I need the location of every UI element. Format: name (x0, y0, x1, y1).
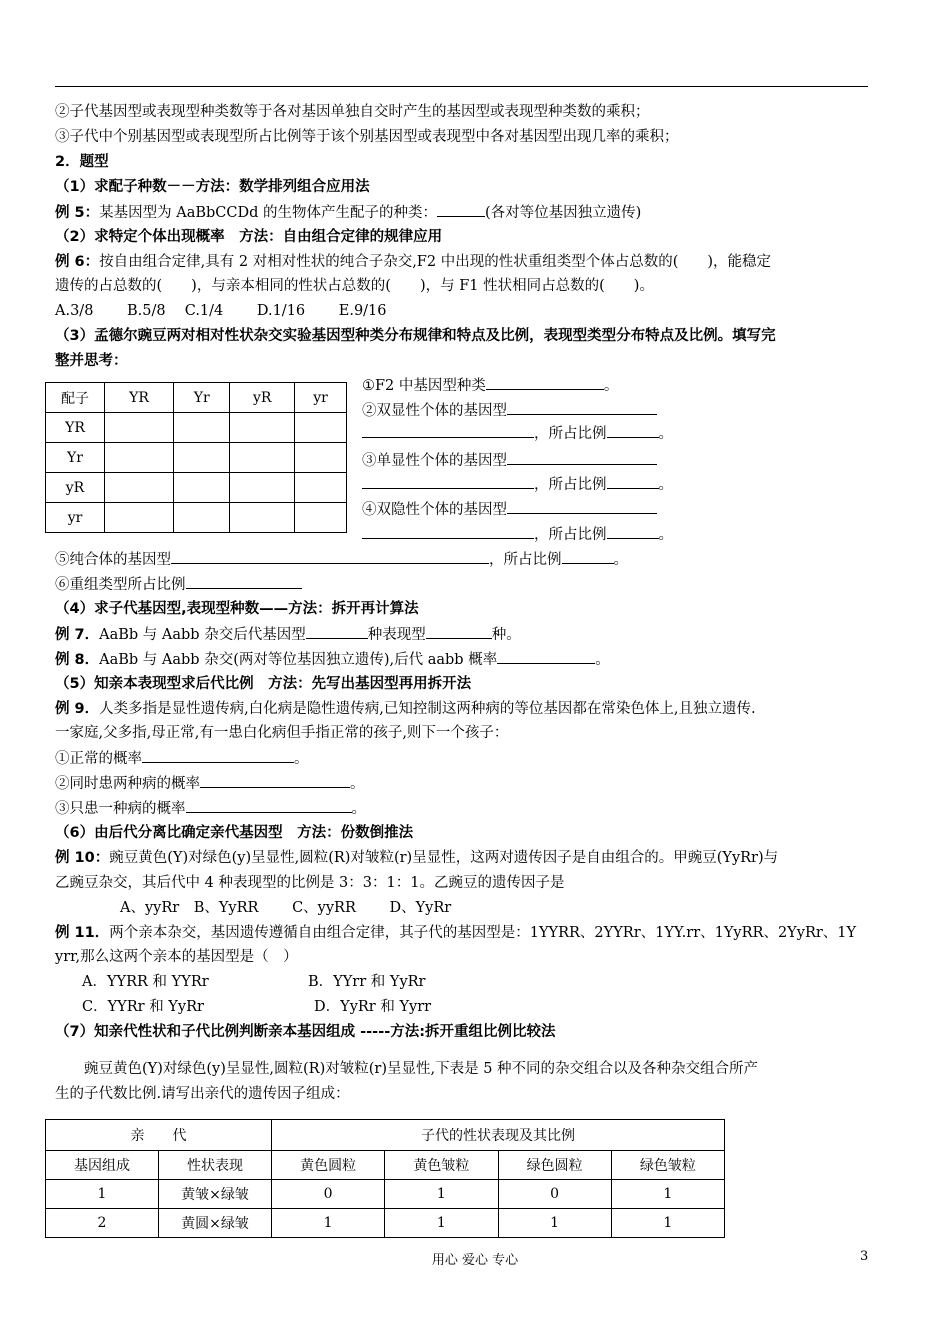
table-cell[interactable] (174, 443, 230, 473)
table-cell[interactable] (230, 413, 295, 443)
subsection-heading: （3）孟德尔豌豆两对相对性状杂交实验基因型种类分布规律和特点及比例，表现型类型分布特点及比例。填写完 (55, 328, 776, 344)
subsection-heading: （7）知亲代性状和子代比例判断亲本基因组成 -----方法:拆开重组比例比较法 (55, 1024, 556, 1040)
column-header: 性状表现 (159, 1151, 272, 1180)
example-label: 例 11． (55, 925, 110, 941)
table-cell[interactable] (295, 503, 347, 533)
question-2 (362, 400, 657, 421)
row-header: yr (46, 503, 105, 533)
text-line: ②子代基因型或表现型种类数等于各对基因单独自交时产生的基因型或表现型种类数的乘积； (55, 104, 650, 120)
column-header: 基因组成 (46, 1151, 159, 1180)
answer-blank[interactable] (186, 574, 302, 589)
answer-blank[interactable] (607, 524, 659, 539)
subsection-heading: （2）求特定个体出现概率 方法：自由组合定律的规律应用 (55, 229, 443, 245)
option-a: A．YYRR 和 YYRr (82, 974, 209, 990)
example-text: 按自由组合定律,具有 2 对相对性状的纯合子杂交,F2 中出现的性状重组类型个体占总数的( )，能稳定 (99, 254, 772, 270)
answer-options: A、yyRr B、YyRR C、yyRR D、YyRr (120, 900, 452, 916)
option-d: D．YyRr 和 Yyrr (314, 999, 432, 1015)
example-9 (55, 699, 756, 719)
column-header: 黄色皱粒 (385, 1151, 498, 1180)
question-text: ③单显性个体的基因型 (362, 453, 507, 469)
table-cell[interactable] (105, 503, 174, 533)
answer-blank[interactable] (186, 798, 352, 813)
punctuation: 。 (658, 477, 673, 493)
question-3 (362, 450, 657, 471)
answer-blank[interactable] (426, 624, 492, 639)
header-rule (55, 86, 868, 87)
question-5 (55, 549, 628, 570)
text-line: 生的子代数比例.请写出亲代的遗传因子组成： (55, 1086, 350, 1102)
punctuation: 。 (351, 801, 366, 817)
table-cell[interactable] (230, 473, 295, 503)
example-9-q2 (55, 773, 365, 794)
answer-blank[interactable] (437, 202, 485, 217)
text-line: 遗传的占总数的( )，与亲本相同的性状占总数的( )，与 F1 性状相同占总数的( )。 (55, 278, 654, 294)
table-cell[interactable] (174, 473, 230, 503)
example-text: (各对等位基因独立遗传) (485, 205, 642, 221)
answer-blank[interactable] (486, 375, 604, 390)
subsection-heading: （1）求配子种数－－方法：数学排列组合应用法 (55, 179, 370, 195)
punctuation: 。 (658, 426, 673, 442)
table-cell: 2 (46, 1209, 159, 1238)
question-text: ⑥重组类型所占比例 (55, 577, 186, 593)
example-text: 人类多指是显性遗传病,白化病是隐性遗传病,已知控制这两种病的等位基因都在常染色体上,且独立遗传. (99, 701, 756, 717)
question-text: ④双隐性个体的基因型 (362, 502, 507, 518)
question-6 (55, 574, 302, 595)
subsection-heading: （6）由后代分离比确定亲代基因型 方法：份数倒推法 (55, 825, 414, 841)
question-text: ①F2 中基因型种类 (362, 378, 486, 394)
example-text: AaBb 与 Aabb 杂交后代基因型 (99, 627, 306, 643)
answer-blank[interactable] (200, 773, 350, 788)
column-header: 亲 代 (46, 1120, 272, 1151)
question-text: ，所占比例 (489, 552, 562, 568)
text-line: ③子代中个别基因型或表现型所占比例等于该个别基因型或表现型中各对基因型出现几率的乘积； (55, 129, 679, 145)
table-cell[interactable] (230, 443, 295, 473)
option-c: C．YYRr 和 YyRr (82, 999, 204, 1015)
table-cell: 0 (272, 1180, 385, 1209)
example-text: 种表现型 (367, 627, 426, 643)
question-text: ①正常的概率 (55, 751, 142, 767)
question-text: ，所占比例 (534, 477, 607, 493)
question-text: ③只患一种病的概率 (55, 801, 186, 817)
example-label: 例 5： (55, 205, 100, 221)
example-text: 豌豆黄色(Y)对绿色(y)呈显性,圆粒(R)对皱粒(r)呈显性，这两对遗传因子是自由组合的。甲豌豆(YyRr)与 (109, 850, 779, 866)
subsection-heading: 整并思考： (55, 353, 128, 369)
answer-blank[interactable] (362, 524, 534, 539)
example-5 (55, 202, 641, 223)
answer-blank[interactable] (507, 400, 657, 415)
table-cell[interactable] (174, 503, 230, 533)
table-cell: 1 (272, 1209, 385, 1238)
page-footer: 用心 爱心 专心 (431, 1253, 519, 1268)
example-text: 两个亲本杂交，基因遗传遵循自由组合定律，其子代的基因型是：1YYRR、2YYRr、1YY.rr、1YyRR、2YyRr、1Y (109, 925, 857, 941)
table-cell: 黄皱×绿皱 (159, 1180, 272, 1209)
question-3-cont (362, 474, 673, 495)
row-header: YR (46, 413, 105, 443)
row-header: yR (46, 473, 105, 503)
table-corner: 配子 (46, 383, 105, 413)
table-cell[interactable] (174, 413, 230, 443)
punctuation: 。 (294, 751, 309, 767)
table-cell[interactable] (105, 473, 174, 503)
question-text: ②双显性个体的基因型 (362, 403, 507, 419)
answer-blank[interactable] (142, 748, 294, 763)
punctuation: 。 (350, 776, 365, 792)
example-text: 种。 (491, 627, 521, 643)
example-label: 例 7． (55, 627, 100, 643)
text-line: yrr,那么这两个亲本的基因型是（ ） (55, 949, 298, 965)
punctuation: 。 (603, 378, 619, 394)
answer-blank[interactable] (507, 450, 657, 465)
table-cell: 1 (498, 1209, 611, 1238)
question-text: ②同时患两种病的概率 (55, 776, 200, 792)
answer-blank[interactable] (497, 649, 595, 664)
answer-blank[interactable] (362, 474, 534, 489)
table-cell: 1 (46, 1180, 159, 1209)
column-header: YR (105, 383, 174, 413)
question-text: ⑤纯合体的基因型 (55, 552, 171, 568)
example-10 (55, 848, 778, 868)
table-cell[interactable] (105, 443, 174, 473)
subsection-heading: （5）知亲本表现型求后代比例 方法：先写出基因型再用拆开法 (55, 676, 472, 692)
example-11 (55, 923, 856, 943)
punctuation: 。 (595, 652, 610, 668)
question-4-cont (362, 524, 673, 545)
column-header: Yr (174, 383, 230, 413)
text-line: 一家庭,父多指,母正常,有一患白化病但手指正常的孩子,则下一个孩子： (55, 725, 509, 741)
example-label: 例 10： (55, 850, 110, 866)
answer-blank[interactable] (306, 624, 368, 639)
section-heading: 2．题型 (55, 154, 109, 170)
table-cell[interactable] (295, 443, 347, 473)
text-line: 乙豌豆杂交，其后代中 4 种表现型的比例是 3：3：1：1。乙豌豆的遗传因子是 (55, 875, 565, 891)
question-1 (362, 375, 618, 396)
row-header: Yr (46, 443, 105, 473)
example-label: 例 6： (55, 254, 100, 270)
column-header: 黄色圆粒 (272, 1151, 385, 1180)
page-number: 3 (860, 1249, 869, 1264)
example-label: 例 9． (55, 701, 100, 717)
question-4 (362, 499, 657, 520)
example-text: AaBb 与 Aabb 杂交(两对等位基因独立遗传),后代 aabb 概率 (99, 652, 498, 668)
table-cell[interactable] (295, 473, 347, 503)
example-9-q3 (55, 798, 366, 819)
example-text: 某基因型为 AaBbCCDd 的生物体产生配子的种类： (99, 205, 438, 221)
subsection-heading: （4）求子代基因型,表现型种数——方法：拆开再计算法 (55, 601, 419, 617)
table-cell[interactable] (105, 413, 174, 443)
table-cell: 黄圆×绿皱 (159, 1209, 272, 1238)
answer-blank[interactable] (507, 499, 657, 514)
column-header: 绿色圆粒 (498, 1151, 611, 1180)
question-2-cont (362, 423, 673, 444)
table-cell: 1 (385, 1209, 498, 1238)
example-7 (55, 624, 521, 645)
option-b: B．YYrr 和 YyRr (308, 974, 426, 990)
question-text: ，所占比例 (534, 527, 607, 543)
table-cell: 0 (498, 1180, 611, 1209)
answer-blank[interactable] (171, 549, 489, 564)
punctuation: 。 (658, 527, 673, 543)
answer-options: A.3/8 B.5/8 C.1/4 D.1/16 E.9/16 (55, 303, 387, 319)
text-line: 豌豆黄色(Y)对绿色(y)呈显性,圆粒(R)对皱粒(r)呈显性,下表是 5 种不同的杂交组合以及各种杂交组合所产 (55, 1061, 759, 1077)
answer-blank[interactable] (562, 549, 614, 564)
column-header: yr (295, 383, 347, 413)
table-cell: 1 (611, 1180, 724, 1209)
column-header: 子代的性状表现及其比例 (272, 1120, 725, 1151)
table-row (46, 1180, 725, 1209)
punctuation: 。 (613, 552, 628, 568)
table-cell[interactable] (230, 503, 295, 533)
example-label: 例 8． (55, 652, 100, 668)
answer-blank[interactable] (607, 474, 659, 489)
table-cell: 1 (611, 1209, 724, 1238)
column-header: 绿色皱粒 (611, 1151, 724, 1180)
column-header: yR (230, 383, 295, 413)
question-text: ，所占比例 (534, 426, 607, 442)
table-cell: 1 (385, 1180, 498, 1209)
table-row (46, 1209, 725, 1238)
example-9-q1 (55, 748, 309, 769)
example-6 (55, 252, 771, 272)
cross-table (45, 1119, 725, 1238)
answer-blank[interactable] (607, 423, 659, 438)
example-8 (55, 649, 610, 670)
table-cell[interactable] (295, 413, 347, 443)
answer-blank[interactable] (362, 423, 534, 438)
gamete-table (45, 382, 347, 533)
